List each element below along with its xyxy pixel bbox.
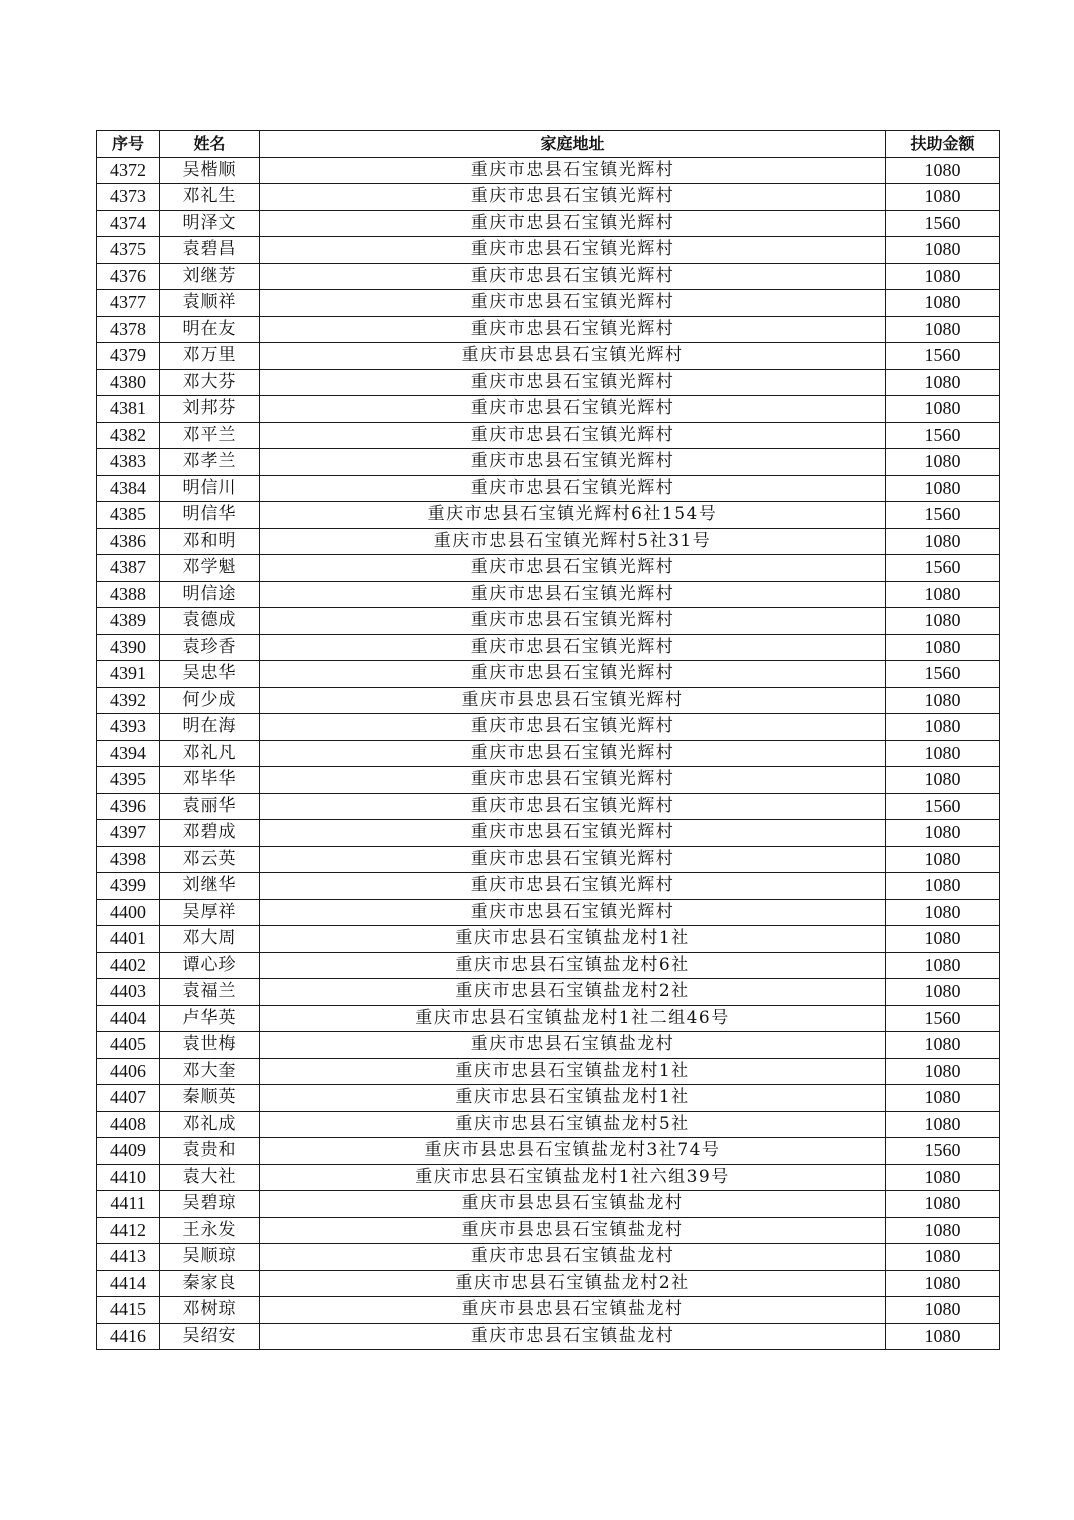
serial-number-cell: 4387: [97, 555, 160, 582]
serial-number-cell: 4396: [97, 793, 160, 820]
amount-cell: 1080: [886, 449, 1000, 476]
name-cell: 吴绍安: [160, 1323, 260, 1350]
name-cell: 刘继华: [160, 873, 260, 900]
address-cell: 重庆市忠县石宝镇光辉村: [260, 369, 886, 396]
serial-number-cell: 4408: [97, 1111, 160, 1138]
serial-number-cell: 4416: [97, 1323, 160, 1350]
address-cell: 重庆市忠县石宝镇光辉村: [260, 793, 886, 820]
table-row: [97, 475, 1000, 502]
table-header-row: [97, 131, 1000, 158]
address-cell: 重庆市忠县石宝镇光辉村: [260, 290, 886, 317]
table-row: [97, 1005, 1000, 1032]
address-cell: 重庆市忠县石宝镇盐龙村6社: [260, 952, 886, 979]
table-row: [97, 1111, 1000, 1138]
name-cell: 明信途: [160, 581, 260, 608]
address-cell: 重庆市县忠县石宝镇光辉村: [260, 343, 886, 370]
name-cell: 袁珍香: [160, 634, 260, 661]
serial-number-cell: 4391: [97, 661, 160, 688]
name-cell: 明泽文: [160, 210, 260, 237]
name-cell: 袁德成: [160, 608, 260, 635]
amount-cell: 1080: [886, 369, 1000, 396]
serial-number-cell: 4388: [97, 581, 160, 608]
table-row: [97, 290, 1000, 317]
address-cell: 重庆市县忠县石宝镇光辉村: [260, 687, 886, 714]
name-cell: 吴楷顺: [160, 157, 260, 184]
serial-number-cell: 4405: [97, 1032, 160, 1059]
name-cell: 邓万里: [160, 343, 260, 370]
amount-cell: 1080: [886, 263, 1000, 290]
name-cell: 袁顺祥: [160, 290, 260, 317]
serial-number-cell: 4389: [97, 608, 160, 635]
serial-number-cell: 4398: [97, 846, 160, 873]
serial-number-cell: 4382: [97, 422, 160, 449]
amount-cell: 1080: [886, 1270, 1000, 1297]
amount-cell: 1080: [886, 899, 1000, 926]
name-cell: 邓礼凡: [160, 740, 260, 767]
amount-cell: 1560: [886, 343, 1000, 370]
serial-number-cell: 4411: [97, 1191, 160, 1218]
serial-number-cell: 4376: [97, 263, 160, 290]
amount-cell: 1080: [886, 1217, 1000, 1244]
amount-cell: 1080: [886, 1164, 1000, 1191]
address-cell: 重庆市忠县石宝镇光辉村6社154号: [260, 502, 886, 529]
address-cell: 重庆市忠县石宝镇盐龙村: [260, 1244, 886, 1271]
amount-cell: 1080: [886, 1191, 1000, 1218]
name-cell: 明在友: [160, 316, 260, 343]
table-row: [97, 899, 1000, 926]
serial-number-cell: 4392: [97, 687, 160, 714]
name-cell: 邓大奎: [160, 1058, 260, 1085]
table-row: [97, 873, 1000, 900]
table-row: [97, 528, 1000, 555]
amount-cell: 1080: [886, 237, 1000, 264]
table-row: [97, 1297, 1000, 1324]
name-cell: 吴厚祥: [160, 899, 260, 926]
serial-number-cell: 4377: [97, 290, 160, 317]
address-cell: 重庆市忠县石宝镇光辉村5社31号: [260, 528, 886, 555]
header-home-address: 家庭地址: [260, 131, 886, 158]
amount-cell: 1080: [886, 396, 1000, 423]
name-cell: 秦顺英: [160, 1085, 260, 1112]
table-row: [97, 422, 1000, 449]
amount-cell: 1560: [886, 555, 1000, 582]
name-cell: 邓平兰: [160, 422, 260, 449]
table-row: [97, 316, 1000, 343]
table-row: [97, 1164, 1000, 1191]
serial-number-cell: 4372: [97, 157, 160, 184]
name-cell: 邓大周: [160, 926, 260, 953]
table-row: [97, 369, 1000, 396]
address-cell: 重庆市忠县石宝镇光辉村: [260, 767, 886, 794]
name-cell: 明信川: [160, 475, 260, 502]
address-cell: 重庆市忠县石宝镇盐龙村1社: [260, 926, 886, 953]
table-row: [97, 661, 1000, 688]
name-cell: 邓礼成: [160, 1111, 260, 1138]
table-body: [97, 157, 1000, 1350]
amount-cell: 1080: [886, 316, 1000, 343]
table-row: [97, 767, 1000, 794]
table-row: [97, 687, 1000, 714]
amount-cell: 1080: [886, 1111, 1000, 1138]
name-cell: 吴顺琼: [160, 1244, 260, 1271]
address-cell: 重庆市忠县石宝镇光辉村: [260, 873, 886, 900]
amount-cell: 1560: [886, 661, 1000, 688]
address-cell: 重庆市忠县石宝镇光辉村: [260, 396, 886, 423]
serial-number-cell: 4399: [97, 873, 160, 900]
serial-number-cell: 4386: [97, 528, 160, 555]
amount-cell: 1080: [886, 608, 1000, 635]
name-cell: 袁贵和: [160, 1138, 260, 1165]
address-cell: 重庆市忠县石宝镇盐龙村: [260, 1032, 886, 1059]
table-row: [97, 714, 1000, 741]
table-row: [97, 1270, 1000, 1297]
amount-cell: 1560: [886, 1005, 1000, 1032]
name-cell: 邓云英: [160, 846, 260, 873]
serial-number-cell: 4385: [97, 502, 160, 529]
table-row: [97, 634, 1000, 661]
amount-cell: 1080: [886, 926, 1000, 953]
name-cell: 明在海: [160, 714, 260, 741]
aid-recipient-table: [96, 130, 1000, 1350]
header-aid-amount: 扶助金额: [886, 131, 1000, 158]
name-cell: 刘邦芬: [160, 396, 260, 423]
name-cell: 邓孝兰: [160, 449, 260, 476]
table-row: [97, 157, 1000, 184]
serial-number-cell: 4374: [97, 210, 160, 237]
amount-cell: 1080: [886, 581, 1000, 608]
serial-number-cell: 4412: [97, 1217, 160, 1244]
address-cell: 重庆市忠县石宝镇光辉村: [260, 237, 886, 264]
address-cell: 重庆市忠县石宝镇光辉村: [260, 661, 886, 688]
address-cell: 重庆市县忠县石宝镇盐龙村: [260, 1297, 886, 1324]
name-cell: 邓树琼: [160, 1297, 260, 1324]
address-cell: 重庆市忠县石宝镇光辉村: [260, 316, 886, 343]
header-name: 姓名: [160, 131, 260, 158]
amount-cell: 1080: [886, 1085, 1000, 1112]
name-cell: 谭心珍: [160, 952, 260, 979]
table-row: [97, 502, 1000, 529]
amount-cell: 1080: [886, 290, 1000, 317]
serial-number-cell: 4379: [97, 343, 160, 370]
table-row: [97, 952, 1000, 979]
table-row: [97, 263, 1000, 290]
amount-cell: 1080: [886, 873, 1000, 900]
address-cell: 重庆市忠县石宝镇光辉村: [260, 608, 886, 635]
address-cell: 重庆市忠县石宝镇光辉村: [260, 184, 886, 211]
serial-number-cell: 4407: [97, 1085, 160, 1112]
table-row: [97, 1244, 1000, 1271]
table-row: [97, 1217, 1000, 1244]
name-cell: 邓礼生: [160, 184, 260, 211]
address-cell: 重庆市忠县石宝镇盐龙村2社: [260, 979, 886, 1006]
amount-cell: 1080: [886, 1058, 1000, 1085]
table-row: [97, 608, 1000, 635]
table-row: [97, 793, 1000, 820]
address-cell: 重庆市县忠县石宝镇盐龙村3社74号: [260, 1138, 886, 1165]
table-row: [97, 210, 1000, 237]
serial-number-cell: 4401: [97, 926, 160, 953]
amount-cell: 1080: [886, 157, 1000, 184]
table-row: [97, 396, 1000, 423]
serial-number-cell: 4397: [97, 820, 160, 847]
address-cell: 重庆市忠县石宝镇光辉村: [260, 475, 886, 502]
name-cell: 袁福兰: [160, 979, 260, 1006]
amount-cell: 1080: [886, 952, 1000, 979]
serial-number-cell: 4395: [97, 767, 160, 794]
serial-number-cell: 4393: [97, 714, 160, 741]
address-cell: 重庆市县忠县石宝镇盐龙村: [260, 1191, 886, 1218]
serial-number-cell: 4390: [97, 634, 160, 661]
address-cell: 重庆市忠县石宝镇光辉村: [260, 210, 886, 237]
serial-number-cell: 4409: [97, 1138, 160, 1165]
table-row: [97, 820, 1000, 847]
table-row: [97, 979, 1000, 1006]
amount-cell: 1080: [886, 687, 1000, 714]
table-row: [97, 555, 1000, 582]
address-cell: 重庆市忠县石宝镇光辉村: [260, 820, 886, 847]
amount-cell: 1080: [886, 714, 1000, 741]
address-cell: 重庆市忠县石宝镇盐龙村1社: [260, 1058, 886, 1085]
address-cell: 重庆市忠县石宝镇盐龙村1社六组39号: [260, 1164, 886, 1191]
address-cell: 重庆市忠县石宝镇盐龙村1社二组46号: [260, 1005, 886, 1032]
address-cell: 重庆市忠县石宝镇光辉村: [260, 422, 886, 449]
name-cell: 袁丽华: [160, 793, 260, 820]
serial-number-cell: 4414: [97, 1270, 160, 1297]
table-row: [97, 1058, 1000, 1085]
serial-number-cell: 4403: [97, 979, 160, 1006]
header-serial-number: 序号: [97, 131, 160, 158]
serial-number-cell: 4406: [97, 1058, 160, 1085]
address-cell: 重庆市忠县石宝镇盐龙村: [260, 1323, 886, 1350]
name-cell: 邓大芬: [160, 369, 260, 396]
table-row: [97, 184, 1000, 211]
serial-number-cell: 4413: [97, 1244, 160, 1271]
serial-number-cell: 4378: [97, 316, 160, 343]
name-cell: 王永发: [160, 1217, 260, 1244]
amount-cell: 1080: [886, 1244, 1000, 1271]
table-row: [97, 1085, 1000, 1112]
table-row: [97, 1138, 1000, 1165]
name-cell: 邓学魁: [160, 555, 260, 582]
address-cell: 重庆市忠县石宝镇光辉村: [260, 899, 886, 926]
amount-cell: 1080: [886, 184, 1000, 211]
address-cell: 重庆市忠县石宝镇光辉村: [260, 581, 886, 608]
serial-number-cell: 4380: [97, 369, 160, 396]
name-cell: 邓和明: [160, 528, 260, 555]
table-row: [97, 1323, 1000, 1350]
address-cell: 重庆市忠县石宝镇光辉村: [260, 555, 886, 582]
amount-cell: 1080: [886, 846, 1000, 873]
name-cell: 袁世梅: [160, 1032, 260, 1059]
name-cell: 袁大社: [160, 1164, 260, 1191]
table-row: [97, 449, 1000, 476]
address-cell: 重庆市忠县石宝镇盐龙村1社: [260, 1085, 886, 1112]
address-cell: 重庆市忠县石宝镇光辉村: [260, 714, 886, 741]
name-cell: 吴忠华: [160, 661, 260, 688]
amount-cell: 1080: [886, 767, 1000, 794]
serial-number-cell: 4381: [97, 396, 160, 423]
name-cell: 卢华英: [160, 1005, 260, 1032]
name-cell: 邓碧成: [160, 820, 260, 847]
table-row: [97, 846, 1000, 873]
amount-cell: 1560: [886, 502, 1000, 529]
serial-number-cell: 4415: [97, 1297, 160, 1324]
serial-number-cell: 4404: [97, 1005, 160, 1032]
table-row: [97, 343, 1000, 370]
table-row: [97, 581, 1000, 608]
amount-cell: 1560: [886, 422, 1000, 449]
address-cell: 重庆市忠县石宝镇光辉村: [260, 740, 886, 767]
address-cell: 重庆市县忠县石宝镇盐龙村: [260, 1217, 886, 1244]
amount-cell: 1080: [886, 634, 1000, 661]
table-row: [97, 926, 1000, 953]
table-row: [97, 237, 1000, 264]
amount-cell: 1080: [886, 740, 1000, 767]
serial-number-cell: 4375: [97, 237, 160, 264]
table-row: [97, 1191, 1000, 1218]
address-cell: 重庆市忠县石宝镇光辉村: [260, 263, 886, 290]
address-cell: 重庆市忠县石宝镇光辉村: [260, 634, 886, 661]
serial-number-cell: 4410: [97, 1164, 160, 1191]
name-cell: 明信华: [160, 502, 260, 529]
amount-cell: 1560: [886, 1138, 1000, 1165]
address-cell: 重庆市忠县石宝镇光辉村: [260, 846, 886, 873]
address-cell: 重庆市忠县石宝镇盐龙村5社: [260, 1111, 886, 1138]
name-cell: 吴碧琼: [160, 1191, 260, 1218]
amount-cell: 1080: [886, 979, 1000, 1006]
serial-number-cell: 4400: [97, 899, 160, 926]
document-page: [96, 130, 999, 1350]
amount-cell: 1080: [886, 820, 1000, 847]
amount-cell: 1080: [886, 1032, 1000, 1059]
serial-number-cell: 4384: [97, 475, 160, 502]
name-cell: 秦家良: [160, 1270, 260, 1297]
serial-number-cell: 4383: [97, 449, 160, 476]
name-cell: 邓毕华: [160, 767, 260, 794]
amount-cell: 1080: [886, 1297, 1000, 1324]
address-cell: 重庆市忠县石宝镇盐龙村2社: [260, 1270, 886, 1297]
amount-cell: 1560: [886, 793, 1000, 820]
name-cell: 袁碧昌: [160, 237, 260, 264]
amount-cell: 1560: [886, 210, 1000, 237]
name-cell: 刘继芳: [160, 263, 260, 290]
serial-number-cell: 4402: [97, 952, 160, 979]
serial-number-cell: 4373: [97, 184, 160, 211]
amount-cell: 1080: [886, 528, 1000, 555]
address-cell: 重庆市忠县石宝镇光辉村: [260, 157, 886, 184]
amount-cell: 1080: [886, 1323, 1000, 1350]
name-cell: 何少成: [160, 687, 260, 714]
table-row: [97, 740, 1000, 767]
amount-cell: 1080: [886, 475, 1000, 502]
address-cell: 重庆市忠县石宝镇光辉村: [260, 449, 886, 476]
table-row: [97, 1032, 1000, 1059]
serial-number-cell: 4394: [97, 740, 160, 767]
